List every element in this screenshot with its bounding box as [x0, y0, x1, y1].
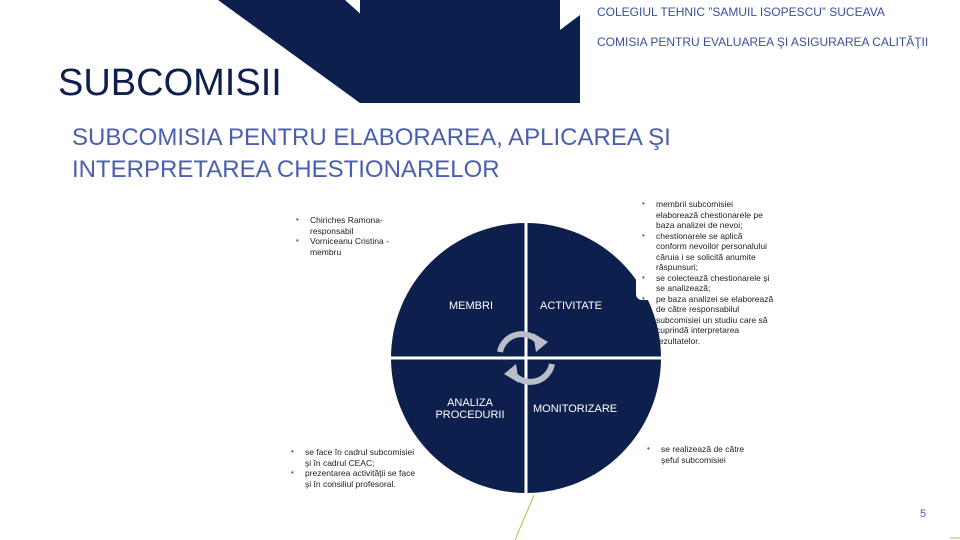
list-item: • membrii subcomisiei elaborează chestionarele pe baza analizei de nevoi;	[642, 199, 774, 231]
page-subtitle: SUBCOMISIA PENTRU ELABORAREA, APLICAREA ŞI INTERPRETAREA CHESTIONARELOR	[72, 124, 671, 183]
page-number: 5	[920, 508, 927, 520]
list-item: • se face în cadrul subcomisiei şi în cadrul CEAC;	[291, 447, 417, 468]
list-item: • se colectează chestionarele şi se analizează;	[642, 273, 774, 294]
commission-name: COMISIA PENTRU EVALUAREA ŞI ASIGURAREA CALITĂŢII	[597, 35, 929, 49]
school-name: COLEGIUL TEHNIC ”SAMUIL ISOPESCU” SUCEAVA	[597, 5, 885, 19]
analysis-note	[291, 447, 417, 489]
activity-note	[642, 199, 774, 346]
list-item: • prezentarea activităţii se face şi în consiliul profesoral.	[291, 468, 417, 489]
list-item: • Vorniceanu Cristina - membru	[296, 236, 396, 257]
quadrant-label-members: MEMBRI	[449, 300, 493, 312]
list-item: • pe baza analizei se elaborează de către responsabilul subcomisiei un studiu care să cuprindă interpretarea rezultatelor.	[642, 294, 774, 347]
members-note	[296, 215, 396, 257]
quadrant-label-analysis: ANALIZA PROCEDURII	[435, 397, 505, 421]
page-title: SUBCOMISII	[58, 62, 282, 104]
list-item: • se realizează de către şeful subcomisiei	[647, 444, 747, 465]
quadrant-label-monitoring: MONITORIZARE	[533, 403, 618, 415]
navy-block	[360, 0, 560, 103]
quadrant-circle	[391, 223, 661, 493]
quadrant-label-activity: ACTIVITATE	[540, 300, 602, 312]
accent-line	[515, 495, 534, 540]
list-item: • chestionarele se aplică conform nevoilor personalului căruia i se solicită anumite răspunsuri;	[642, 231, 774, 273]
monitoring-note	[647, 444, 747, 465]
list-item: • Chiriches Ramona- responsabil	[296, 215, 396, 236]
